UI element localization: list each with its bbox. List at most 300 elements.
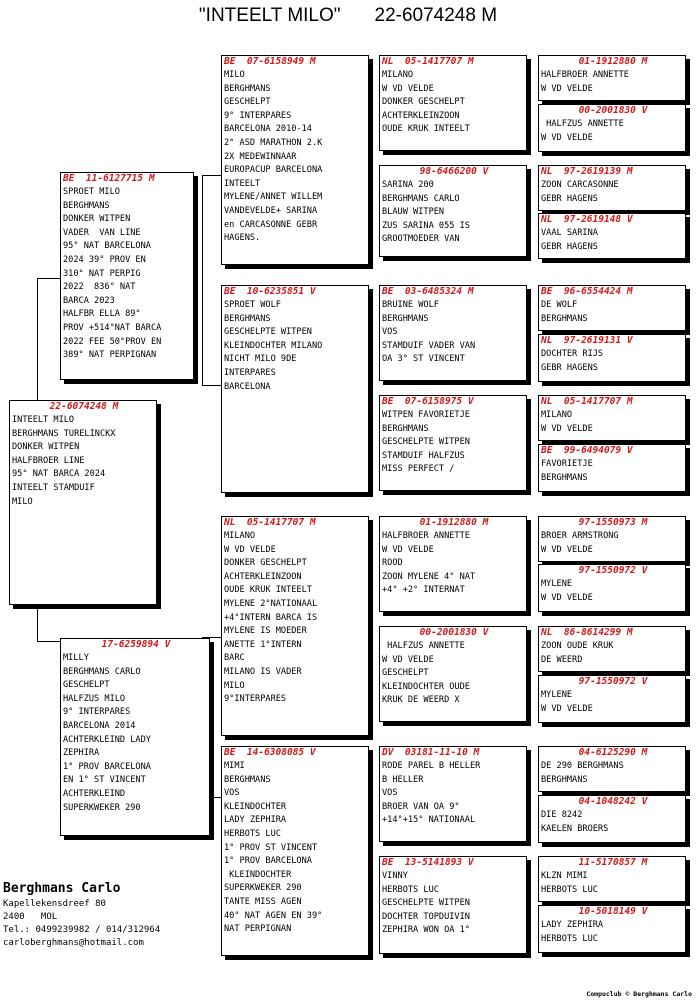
pigeon-info-line: 40° NAT AGEN EN 39°: [224, 910, 323, 921]
pigeon-info-line: INTEELT MILO: [12, 415, 75, 425]
pigeon-info-line: MYLENE: [541, 579, 573, 589]
ring-header: [539, 517, 685, 530]
pigeon-card-g16[interactable]: [538, 905, 686, 953]
pigeon-info-line: 1° PROV ST VINCENT: [224, 842, 318, 853]
pigeon-info-line: HERBOTS LUC: [382, 884, 439, 895]
pigeon-card-ddd[interactable]: [379, 856, 527, 954]
pigeon-card-g4[interactable]: [538, 213, 686, 259]
pigeon-info-line: ACHTERKLEINZOON: [382, 110, 460, 121]
ring-number: 03-6485324 M: [404, 286, 474, 297]
ring-number: 97-2619131 V: [563, 335, 633, 346]
ring-number: 05-1417707 M: [404, 56, 474, 67]
pigeon-card-sire-dam[interactable]: [221, 285, 369, 493]
pigeon-card-dam-sire[interactable]: [221, 516, 369, 736]
pigeon-info-line: BERGHMANS CARLO: [382, 193, 460, 204]
pigeon-info-line: FAVORIETJE: [541, 459, 593, 469]
pigeon-info-line: ACHTERKLEIND: [63, 788, 126, 799]
title-name: "INTEELT MILO": [198, 5, 341, 26]
ring-header: [539, 396, 685, 409]
pigeon-info-line: PROV +514°NAT BARCA: [63, 322, 162, 333]
pigeon-info-line: ZEPHIRA WON OA 1°: [382, 925, 470, 936]
pigeon-info: [380, 299, 526, 367]
pigeon-info-line: 2024 39° PROV EN: [63, 254, 146, 265]
ring-number: 11-6127715 M: [85, 173, 155, 184]
pigeon-info: [10, 414, 156, 509]
pigeon-info-line: NICHT MILO 9DE: [224, 354, 297, 365]
pigeon-card-g5[interactable]: [538, 285, 686, 331]
pigeon-info-line: VANDEVELDE+ SARINA: [224, 205, 318, 216]
pigeon-info-line: MYLENE: [541, 690, 573, 700]
ring-header: [222, 517, 368, 530]
pigeon-info-line: INTERPARES: [224, 367, 276, 378]
ring-header: [380, 286, 526, 299]
owner-address: Kapellekensdreef 80: [3, 899, 106, 909]
pigeon-info: [539, 458, 685, 485]
pigeon-info-line: SUPERKWEKER 290: [63, 802, 141, 813]
pigeon-info-line: W VD VELDE: [382, 83, 434, 94]
pigeon-info-line: VOS: [224, 788, 240, 799]
pigeon-info: [380, 69, 526, 137]
pigeon-info: [539, 118, 685, 145]
pigeon-card-g2[interactable]: [538, 104, 686, 152]
pigeon-info-line: OUDE KRUK INTEELT: [224, 585, 312, 596]
ring-header: [380, 166, 526, 179]
country-code: BE: [224, 747, 236, 758]
ring-header: [539, 676, 685, 689]
pigeon-card-dam[interactable]: [60, 638, 210, 836]
pigeon-card-dds[interactable]: [379, 746, 527, 842]
ring-number: 01-1912880 M: [419, 517, 489, 528]
pigeon-info-line: INTEELT STAMDUIF: [12, 482, 95, 493]
pigeon-card-subject[interactable]: [9, 400, 157, 605]
ring-header: [380, 517, 526, 530]
ring-number: 99-6494079 V: [563, 445, 633, 456]
pigeon-info: [539, 870, 685, 897]
country-code: BE: [541, 445, 553, 456]
pigeon-info-line: +4° +2° INTERNAT: [382, 585, 465, 596]
pigeon-info-line: GEBR HAGENS: [541, 193, 598, 204]
ring-header: [539, 796, 685, 809]
pigeon-info-line: MYLENE/ANNET WILLEM: [224, 192, 323, 203]
pigeon-info: [380, 760, 526, 828]
pigeon-info: [539, 69, 685, 96]
ring-header: [539, 565, 685, 578]
ring-header: [61, 173, 193, 186]
ring-number: 05-1417707 M: [563, 396, 633, 407]
pigeon-info-line: en CARCASONNE GEBR: [224, 219, 318, 230]
ring-number: 04-1048242 V: [578, 796, 648, 807]
owner-name: Berghmans Carlo: [3, 881, 121, 896]
pigeon-info-line: VADER VAN LINE: [63, 227, 141, 238]
ring-header: [61, 639, 209, 652]
pigeon-card-ssd[interactable]: [379, 165, 527, 257]
pigeon-card-g8[interactable]: [538, 444, 686, 492]
ring-header: [380, 627, 526, 640]
pigeon-info-line: W VD VELDE: [382, 654, 434, 665]
pigeon-info: [222, 299, 368, 394]
ring-number: 07-6158975 V: [404, 396, 474, 407]
pigeon-info-line: VOS: [382, 327, 398, 338]
country-code: NL: [541, 335, 553, 346]
owner-email[interactable]: carloberghmans@hotmail.com: [3, 938, 144, 948]
pigeon-info-line: 310° NAT PERPIG: [63, 268, 141, 279]
ring-number: 97-2619139 M: [563, 166, 633, 177]
pigeon-card-sss[interactable]: [379, 55, 527, 151]
ring-header: [539, 747, 685, 760]
country-code: NL: [382, 56, 394, 67]
pigeon-info-line: HERBOTS LUC: [541, 884, 598, 895]
ring-number: 22-6074248 M: [49, 401, 119, 412]
pigeon-info: [222, 760, 368, 937]
pigeon-info-line: GESCHELPTE WITPEN: [224, 327, 312, 338]
pigeon-info-line: HALFBR ELLA 89°: [63, 309, 141, 320]
pigeon-card-g6[interactable]: [538, 334, 686, 382]
pigeon-info-line: GESCHELPT: [63, 680, 110, 691]
pigeon-info-line: BLAUW WITPEN: [382, 207, 445, 218]
pigeon-info-line: VOS: [382, 788, 398, 799]
connector-line: [202, 175, 221, 176]
pigeon-info-line: HALFBROER ANNETTE: [382, 531, 470, 541]
ring-header: [222, 747, 368, 760]
pigeon-info-line: W VD VELDE: [541, 423, 593, 434]
pigeon-info-line: ZOON CARCASONNE: [541, 180, 619, 190]
pigeon-info-line: BERGHMANS: [382, 313, 429, 324]
ring-number: 10-5018149 V: [578, 906, 648, 917]
country-code: BE: [541, 286, 553, 297]
pigeon-info-line: ACHTERKLEIND LADY: [63, 734, 151, 745]
pigeon-info: [380, 640, 526, 708]
pigeon-info-line: DE WOLF: [541, 300, 578, 310]
pigeon-info-line: ANETTE 1°INTERN: [224, 639, 302, 650]
pigeon-info-line: RODE PAREL B HELLER: [382, 761, 481, 771]
pigeon-info: [539, 348, 685, 375]
pigeon-info-line: 95° NAT BARCA 2024: [12, 469, 106, 480]
pigeon-info-line: HAGENS.: [224, 233, 261, 244]
pigeon-info-line: BERGHMANS: [224, 313, 271, 324]
pigeon-info-line: 389° NAT PERPIGNAN: [63, 350, 157, 361]
ring-number: 14-6308085 V: [246, 747, 316, 758]
ring-header: [539, 445, 685, 458]
pigeon-info-line: GEBR HAGENS: [541, 241, 598, 252]
pigeon-info-line: KLEINDOCHTER: [224, 869, 292, 880]
pigeon-info-line: GEBR HAGENS: [541, 362, 598, 373]
ring-number: 05-1417707 M: [246, 517, 316, 528]
pigeon-info-line: MISS PERFECT /: [382, 464, 455, 475]
pigeon-info-line: W VD VELDE: [541, 83, 593, 94]
pigeon-info-line: SARINA 200: [382, 180, 434, 190]
pigeon-info-line: +4°INTERN BARCA IS: [224, 612, 318, 623]
pigeon-info: [539, 919, 685, 946]
ring-number: 11-5170857 M: [578, 857, 648, 868]
pigeon-info-line: 2022 FEE 50°PROV EN: [63, 336, 162, 347]
pigeon-info: [380, 409, 526, 477]
pigeon-info: [539, 299, 685, 326]
pigeon-info-line: BERGHMANS: [224, 83, 271, 94]
pigeon-info-line: BERGHMANS: [541, 313, 588, 324]
pigeon-info-line: BERGHMANS: [224, 774, 271, 785]
ring-number: 97-1550973 M: [578, 517, 648, 528]
pigeon-info-line: BRUINE WOLF: [382, 300, 439, 310]
pigeon-info-line: 1° PROV BARCELONA: [224, 856, 312, 867]
pigeon-info: [380, 870, 526, 938]
pigeon-info-line: HERBOTS LUC: [224, 828, 281, 839]
pigeon-info: [539, 530, 685, 557]
pigeon-info-line: BERGHMANS: [541, 774, 588, 785]
pigeon-info-line: 9° INTERPARES: [224, 110, 292, 121]
pigeon-info-line: DONKER GESCHELPT: [382, 97, 465, 108]
pigeon-info-line: STAMDUIF VADER VAN: [382, 340, 476, 351]
pigeon-info-line: DONKER WITPEN: [63, 214, 131, 225]
pigeon-info-line: B HELLER: [382, 774, 424, 785]
ring-header: [380, 747, 526, 760]
pigeon-info-line: GESCHELPTE WITPEN: [382, 437, 470, 448]
pigeon-info-line: +14°+15° NATIONAAL: [382, 815, 476, 826]
connector-line: [202, 175, 203, 385]
ring-number: 07-6158949 M: [246, 56, 316, 67]
pigeon-info-line: MILLY: [63, 653, 89, 663]
pigeon-info-line: ZEPHIRA: [63, 748, 100, 759]
pigeon-info-line: KRUK DE WEERD X: [382, 695, 460, 706]
pigeon-info-line: ZOON MYLENE 4° NAT: [382, 571, 476, 582]
pigeon-info-line: 2X MEDEWINNAAR: [224, 151, 297, 162]
pigeon-info-line: OA 3° ST VINCENT: [382, 354, 465, 365]
pigeon-info-line: VINNY: [382, 871, 408, 881]
pigeon-info-line: BERGHMANS: [382, 423, 429, 434]
country-code: NL: [541, 166, 553, 177]
pigeon-info-line: BERGHMANS TURELINCKX: [12, 428, 116, 439]
pigeon-info-line: 95° NAT BARCELONA: [63, 241, 151, 252]
pigeon-info-line: BARCA 2023: [63, 295, 115, 306]
pigeon-card-sire[interactable]: [60, 172, 194, 380]
pigeon-info-line: BARC: [224, 653, 245, 664]
pigeon-card-dam-dam[interactable]: [221, 746, 369, 956]
ring-number: 98-6466200 V: [419, 166, 489, 177]
owner-info: [3, 880, 160, 950]
ring-header: [539, 166, 685, 179]
pigeon-info-line: BERGHMANS CARLO: [63, 666, 141, 677]
ring-number: 97-2619148 V: [563, 214, 633, 225]
pigeon-info: [539, 227, 685, 254]
owner-city: 2400 MOL: [3, 912, 58, 922]
pigeon-info-line: MILO: [224, 70, 245, 80]
country-code: BE: [382, 286, 394, 297]
country-code: NL: [224, 517, 236, 528]
pigeon-info-line: KLEINDOCHTER MILANO: [224, 340, 323, 351]
pigeon-info-line: MILANO: [541, 410, 573, 420]
pigeon-card-g3[interactable]: [538, 165, 686, 211]
ring-number: 13-5141893 V: [404, 857, 474, 868]
pigeon-info-line: BERGHMANS: [63, 200, 110, 211]
ring-number: 00-2001830 V: [419, 627, 489, 638]
pigeon-info: [539, 179, 685, 206]
pigeon-info-line: DE 290 BERGHMANS: [541, 761, 624, 771]
pigeon-info-line: HERBOTS LUC: [541, 933, 598, 944]
pigeon-info: [539, 760, 685, 787]
ring-number: 86-8614299 M: [563, 627, 633, 638]
country-code: NL: [541, 396, 553, 407]
page-title: [0, 5, 696, 27]
pigeon-info: [222, 530, 368, 707]
pigeon-info-line: HALFZUS MILO: [63, 693, 126, 704]
pigeon-info-line: W VD VELDE: [541, 703, 593, 714]
footer-credit: Compuclub © Berghmans Carlo: [586, 990, 692, 998]
pigeon-info: [539, 409, 685, 436]
pigeon-info-line: 2° ASD MARATHON 2.K: [224, 137, 323, 148]
ring-header: [10, 401, 156, 414]
ring-header: [539, 286, 685, 299]
pigeon-info-line: W VD VELDE: [224, 544, 276, 555]
pigeon-info-line: KLEINDOCHTER OUDE: [382, 681, 470, 692]
pigeon-info-line: HALFZUS ANNETTE: [541, 119, 624, 129]
pigeon-card-g14[interactable]: [538, 795, 686, 843]
pigeon-info: [539, 689, 685, 716]
pigeon-info-line: W VD VELDE: [541, 592, 593, 603]
pigeon-info-line: GESCHELPTE WITPEN: [382, 898, 470, 909]
pigeon-info-line: ZUS SARINA 055 IS: [382, 220, 470, 231]
pigeon-info-line: SPROET MILO: [63, 187, 120, 197]
pigeon-info-line: GESCHELPT: [382, 668, 429, 679]
pigeon-info-line: VAAL SARINA: [541, 228, 598, 238]
ring-header: [539, 335, 685, 348]
pigeon-info-line: 1° PROV BARCELONA: [63, 761, 151, 772]
pigeon-info-line: LADY ZEPHIRA: [224, 815, 287, 826]
country-code: BE: [224, 56, 236, 67]
pigeon-card-g7[interactable]: [538, 395, 686, 441]
pigeon-info-line: ZOON OUDE KRUK: [541, 641, 614, 651]
pigeon-info: [539, 640, 685, 667]
ring-number: 97-1550972 V: [578, 565, 648, 576]
ring-header: [539, 214, 685, 227]
pigeon-info-line: DONKER WITPEN: [12, 442, 80, 453]
country-code: BE: [382, 396, 394, 407]
ring-header: [380, 56, 526, 69]
country-code: DV: [382, 747, 394, 758]
pigeon-info-line: SUPERKWEKER 290: [224, 883, 302, 894]
pigeon-card-g12[interactable]: [538, 675, 686, 723]
ring-header: [380, 857, 526, 870]
pigeon-info: [61, 652, 209, 815]
pigeon-info-line: W VD VELDE: [541, 132, 593, 143]
pigeon-info-line: MILANO IS VADER: [224, 666, 302, 677]
pigeon-info: [539, 809, 685, 836]
pigeon-info-line: MYLENE IS MOEDER: [224, 626, 307, 637]
pigeon-info-line: SPROET WOLF: [224, 300, 281, 310]
owner-phone: Tel.: 0499239982 / 014/312964: [3, 925, 161, 935]
pigeon-card-g9[interactable]: [538, 516, 686, 562]
pigeon-info-line: W VD VELDE: [541, 544, 593, 555]
pigeon-card-sds[interactable]: [379, 285, 527, 381]
pigeon-info-line: WITPEN FAVORIETJE: [382, 410, 470, 420]
pigeon-info-line: BARCELONA 2010-14: [224, 124, 312, 135]
pigeon-info-line: BARCELONA 2014: [63, 720, 136, 731]
ring-number: 10-6235851 V: [246, 286, 316, 297]
pigeon-info-line: INTEELT: [224, 178, 261, 189]
pigeon-info-line: 9°INTERPARES: [224, 694, 287, 705]
pigeon-info-line: W VD VELDE: [382, 544, 434, 555]
pigeon-card-g15[interactable]: [538, 856, 686, 902]
pigeon-card-g13[interactable]: [538, 746, 686, 792]
pigeon-info-line: HALFBROER LINE: [12, 455, 85, 466]
country-code: NL: [541, 214, 553, 225]
pigeon-info-line: KLEINDOCHTER: [224, 801, 287, 812]
pigeon-card-g11[interactable]: [538, 626, 686, 672]
ring-header: [539, 105, 685, 118]
pigeon-info-line: OUDE KRUK INTEELT: [382, 124, 470, 135]
pigeon-card-g10[interactable]: [538, 564, 686, 612]
pigeon-card-dss[interactable]: [379, 516, 527, 612]
connector-line: [202, 385, 221, 386]
pigeon-info-line: HALFBROER ANNETTE: [541, 70, 629, 80]
pigeon-card-dsd[interactable]: [379, 626, 527, 722]
pigeon-info-line: GESCHELPT: [224, 97, 271, 108]
pigeon-info-line: MILO: [224, 680, 245, 691]
country-code: BE: [382, 857, 394, 868]
pigeon-info-line: 9° INTERPARES: [63, 707, 131, 718]
pigeon-info-line: EUROPACUP BARCELONA: [224, 165, 323, 176]
ring-header: [380, 396, 526, 409]
country-code: BE: [224, 286, 236, 297]
pigeon-info: [380, 530, 526, 598]
connector-line: [37, 278, 60, 279]
pigeon-info-line: DOCHTER RIJS: [541, 349, 604, 359]
title-ring: 22-6074248 M: [374, 5, 498, 26]
ring-header: [222, 56, 368, 69]
ring-number: 04-6125290 M: [578, 747, 648, 758]
pigeon-card-sire-sire[interactable]: [221, 55, 369, 265]
pigeon-card-g1[interactable]: [538, 55, 686, 101]
pigeon-info-line: KLZN MIMI: [541, 871, 588, 881]
pigeon-info-line: LADY ZEPHIRA: [541, 920, 604, 930]
pigeon-info: [380, 179, 526, 247]
ring-number: 96-6554424 M: [563, 286, 633, 297]
pigeon-info-line: STAMDUIF HALFZUS: [382, 450, 465, 461]
pigeon-info: [222, 69, 368, 246]
ring-header: [539, 857, 685, 870]
ring-header: [539, 56, 685, 69]
country-code: BE: [63, 173, 75, 184]
ring-number: 00-2001830 V: [578, 105, 648, 116]
pigeon-info-line: MILANO: [382, 70, 414, 80]
ring-number: 17-6259894 V: [101, 639, 171, 650]
pigeon-info-line: NAT PERPIGNAN: [224, 924, 292, 935]
pigeon-info-line: DONKER GESCHELPT: [224, 558, 307, 569]
pigeon-info-line: GROOTMOEDER VAN: [382, 234, 460, 245]
pigeon-info-line: BROER ARMSTRONG: [541, 531, 619, 541]
pigeon-info-line: MIMI: [224, 761, 245, 771]
pigeon-info-line: 2022 836° NAT: [63, 282, 136, 293]
pigeon-info-line: DIE 8242: [541, 810, 583, 820]
country-code: NL: [541, 627, 553, 638]
pigeon-info-line: DE WEERD: [541, 654, 583, 665]
pigeon-info-line: DOCHTER TOPDUIVIN: [382, 911, 470, 922]
ring-number: 01-1912880 M: [578, 56, 648, 67]
pigeon-info-line: TANTE MISS AGEN: [224, 896, 302, 907]
pigeon-info-line: MILANO: [224, 531, 256, 541]
pigeon-info-line: HALFZUS ANNETTE: [382, 641, 465, 651]
pigeon-card-sdd[interactable]: [379, 395, 527, 491]
ring-header: [539, 627, 685, 640]
pigeon-info-line: KAELEN BROERS: [541, 823, 609, 834]
ring-header: [222, 286, 368, 299]
ring-number: 03181-11-10 M: [404, 747, 480, 758]
pigeon-info-line: MYLENE 2°NATIONAAL: [224, 598, 318, 609]
ring-number: 97-1550972 V: [578, 676, 648, 687]
pigeon-info-line: EN 1° ST VINCENT: [63, 775, 146, 786]
pigeon-info-line: ROOD: [382, 558, 403, 569]
pigeon-info-line: BARCELONA: [224, 381, 271, 392]
pigeon-info-line: ACHTERKLEINZOON: [224, 571, 302, 582]
pigeon-info-line: BROER VAN OA 9°: [382, 801, 460, 812]
